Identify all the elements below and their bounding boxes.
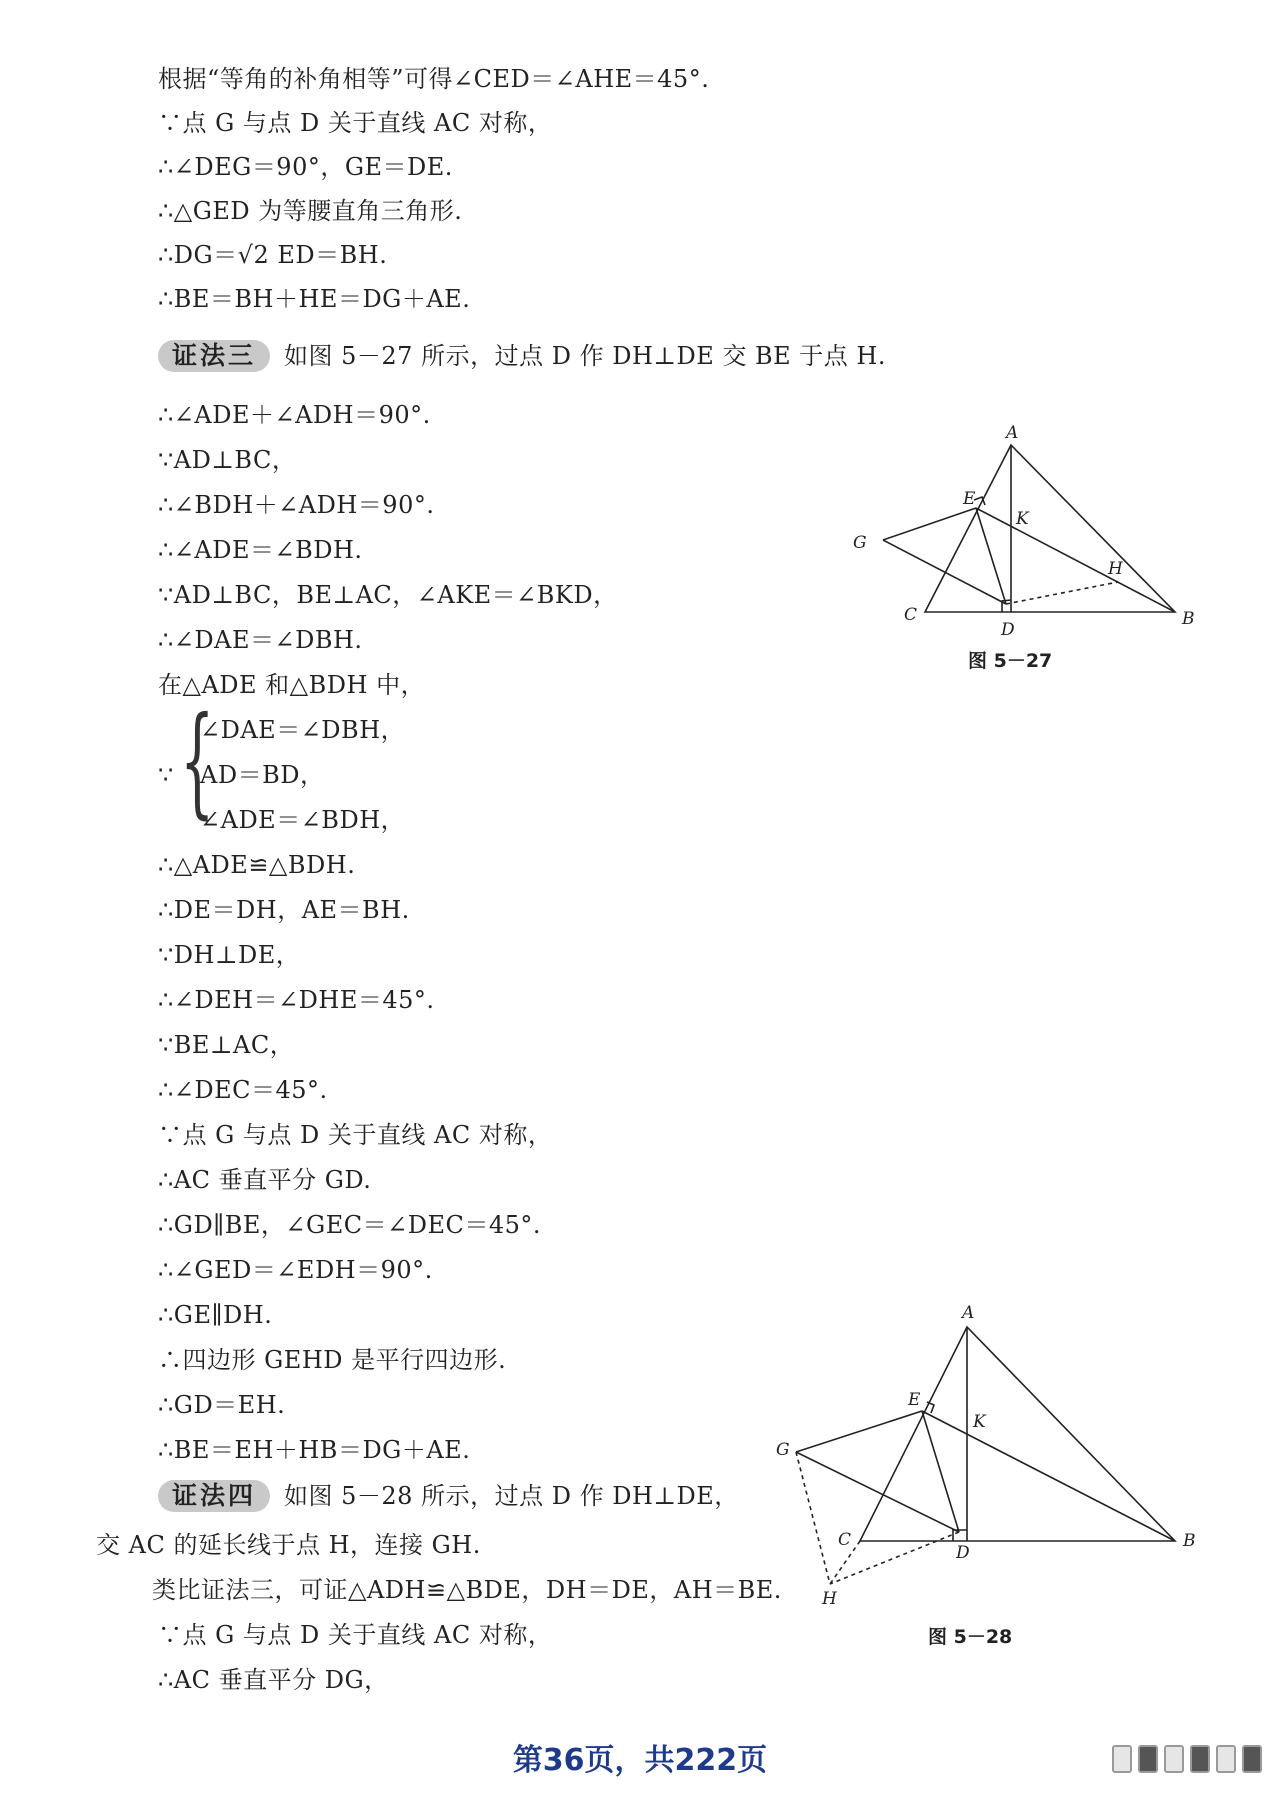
label-d: D [1001,620,1015,640]
triangle-abc [925,445,1175,612]
label-c: C [904,605,918,625]
text-line: ∵BE⊥AC， [158,1031,295,1059]
text-line: ∴∠DEC＝45°. [158,1076,328,1104]
text-line: ∴∠DEG＝90°，GE＝DE. [158,153,453,181]
label-k: K [1016,509,1029,529]
toolbar-button[interactable] [1138,1745,1158,1773]
label-c: C [838,1530,852,1550]
text-line: ∴∠ADE＝∠BDH. [158,536,363,564]
method3-intro: 如图 5－27 所示，过点 D 作 DH⊥DE 交 BE 于点 H. [284,342,886,370]
method4-intro: 如图 5－28 所示，过点 D 作 DH⊥DE， [284,1482,739,1510]
text-line: ∴GE∥DH. [158,1301,273,1329]
toolbar-button[interactable] [1164,1745,1184,1773]
text-line: ∴GD∥BE，∠GEC＝∠DEC＝45°. [158,1211,541,1239]
text-line: ∴四边形 GEHD 是平行四边形. [158,1346,507,1374]
text-line: ∴AC 垂直平分 DG， [158,1666,389,1694]
method4-heading [158,1480,739,1512]
system-because: ∵ [158,761,174,789]
system-brace: { [180,692,215,831]
text-line: ∵点 G 与点 D 关于直线 AC 对称， [158,1121,553,1149]
label-d: D [956,1543,970,1563]
system-line: ∠ADE＝∠BDH， [200,806,406,834]
text-line: 根据“等角的补角相等”可得∠CED＝∠AHE＝45°. [158,65,710,93]
segment-gh [796,1452,830,1584]
text-line: ∵点 G 与点 D 关于直线 AC 对称， [158,1621,553,1649]
text-line: ∴△ADE≌△BDH. [158,851,356,879]
label-k: K [973,1412,986,1432]
toolbar-button[interactable] [1242,1745,1262,1773]
page-counter: 第36页，共222页 [512,1743,768,1778]
label-e: E [908,1390,921,1410]
label-a: A [962,1303,975,1323]
right-angle-d [953,1530,967,1541]
text-line: ∵DH⊥DE， [158,941,301,969]
segment-ed [922,1411,959,1532]
text-line: ∵点 G 与点 D 关于直线 AC 对称， [158,109,553,137]
figure-5-27 [850,415,1210,640]
label-e: E [963,489,976,509]
text-line: ∴AC 垂直平分 GD. [158,1166,372,1194]
figure-caption: 图 5－27 [968,650,1053,672]
figure-caption: 图 5－28 [928,1626,1013,1648]
segment-be [922,1411,1175,1541]
label-b: B [1183,1531,1196,1551]
label-h: H [822,1589,837,1609]
text-line: ∴GD＝EH. [158,1391,286,1419]
text-line: ∴DE＝DH，AE＝BH. [158,896,410,924]
text-line: ∴DG＝√2 ED＝BH. [158,241,388,269]
method3-heading [158,340,886,372]
viewer-toolbar [1072,1742,1262,1776]
label-a: A [1006,423,1019,443]
text-line: ∴BE＝EH＋HB＝DG＋AE. [158,1436,471,1464]
label-g: G [853,533,867,553]
segment-be [976,508,1175,612]
segment-ge [883,508,976,540]
system-line: ∠DAE＝∠DBH， [200,716,406,744]
text-line: 在△ADE 和△BDH 中， [158,671,426,699]
text-line: ∵AD⊥BC，BE⊥AC，∠AKE＝∠BKD， [158,581,618,609]
segment-gd [883,540,1006,604]
label-h: H [1108,559,1123,579]
toolbar-button[interactable] [1112,1745,1132,1773]
text-line: 交 AC 的延长线于点 H，连接 GH. [96,1531,481,1559]
label-g: G [776,1440,790,1460]
segment-ge [796,1411,922,1452]
system-line: AD＝BD， [200,761,325,789]
segment-dh [1006,582,1118,604]
section-label: 证法四 [158,1480,270,1512]
text-line: ∴∠ADE＋∠ADH＝90°. [158,401,431,429]
toolbar-button[interactable] [1190,1745,1210,1773]
text-line: ∴∠DEH＝∠DHE＝45°. [158,986,435,1014]
figure-5-28 [770,1300,1210,1610]
text-line: 类比证法三，可证△ADH≌△BDE，DH＝DE，AH＝BE. [152,1576,782,1604]
text-line: ∵AD⊥BC， [158,446,297,474]
triangle-abc [860,1327,1175,1541]
text-line: ∴∠BDH＋∠ADH＝90°. [158,491,435,519]
label-b: B [1182,609,1195,629]
segment-ed [976,508,1006,604]
text-line: ∴BE＝BH＋HE＝DG＋AE. [158,285,471,313]
text-line: ∴△GED 为等腰直角三角形. [158,197,463,225]
text-line: ∴∠DAE＝∠DBH. [158,626,363,654]
text-line: ∴∠GED＝∠EDH＝90°. [158,1256,433,1284]
segment-gd [796,1452,959,1532]
toolbar-button[interactable] [1216,1745,1236,1773]
section-label: 证法三 [158,340,270,372]
